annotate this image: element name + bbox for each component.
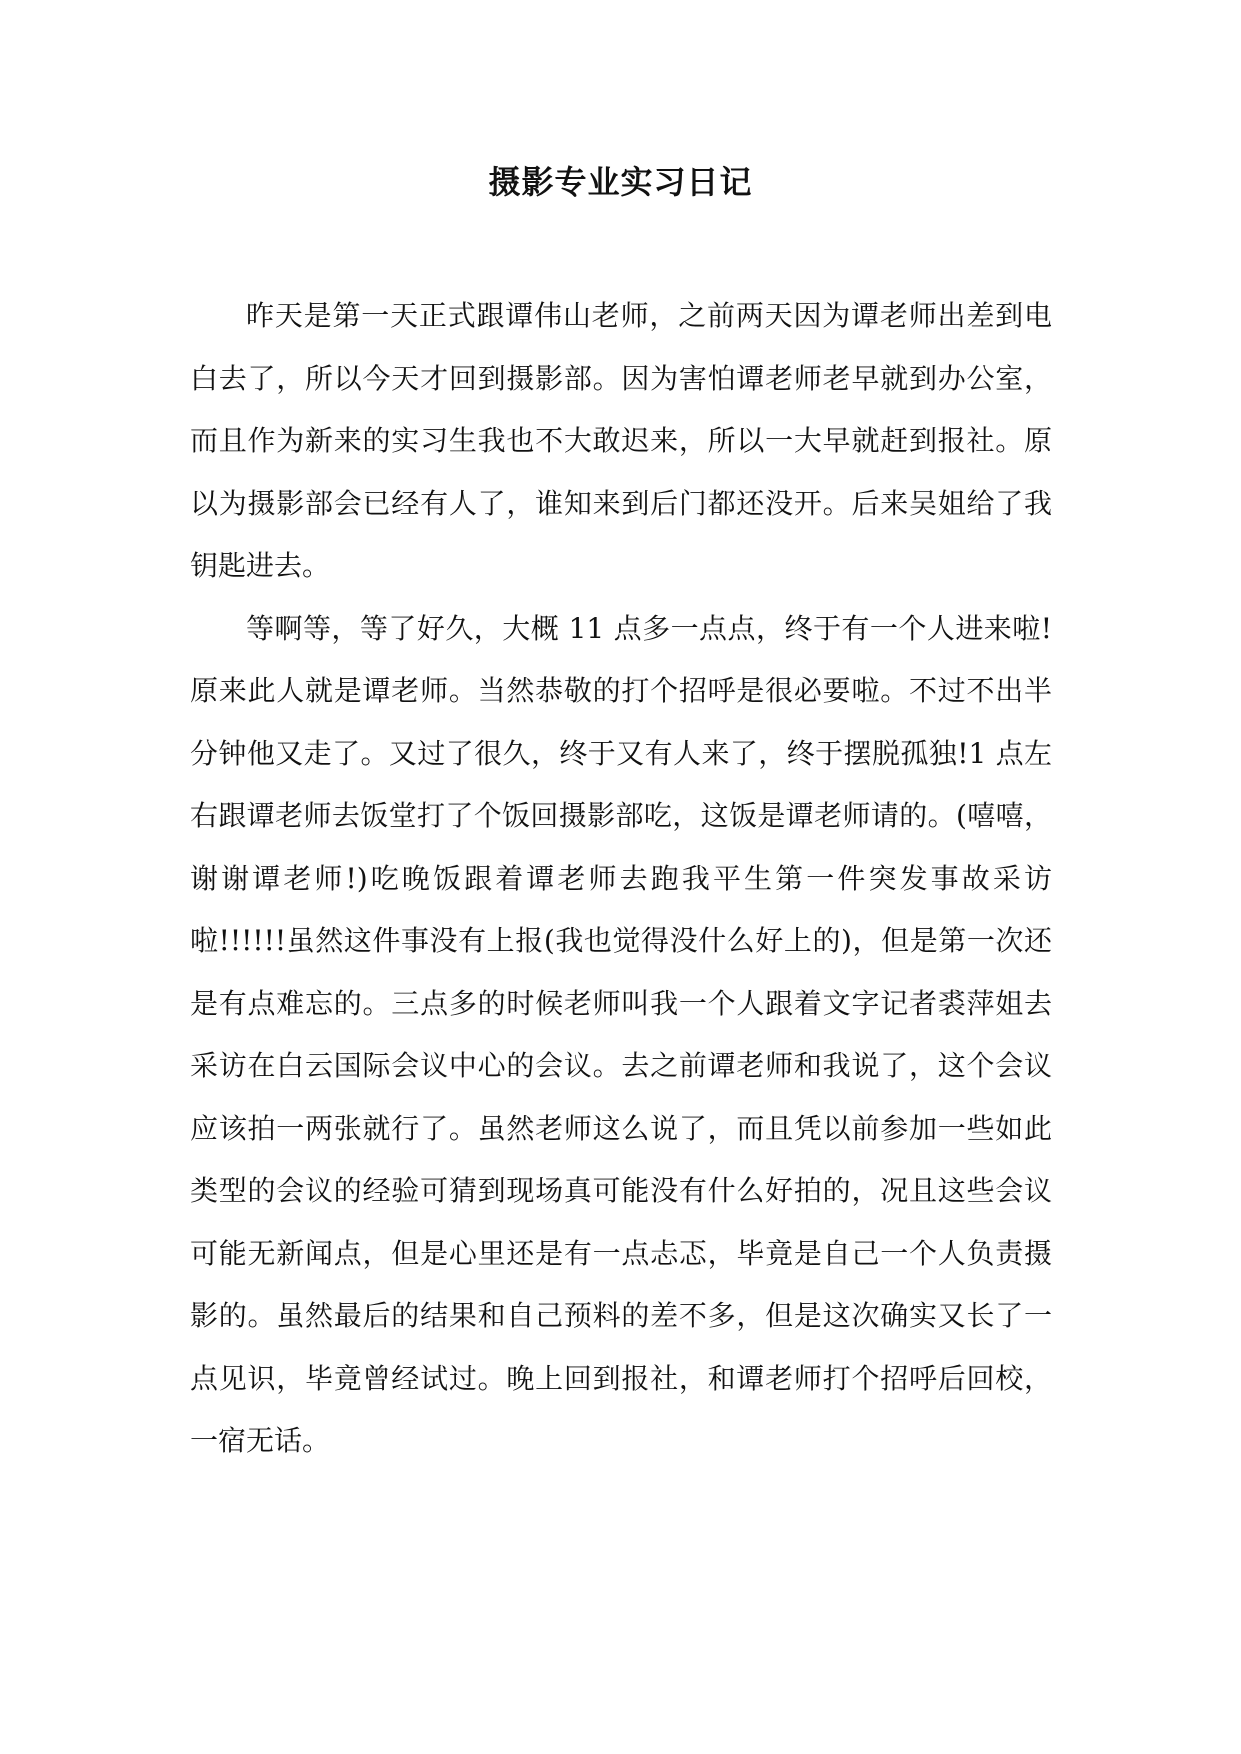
paragraph-2: 等啊等，等了好久，大概 11 点多一点点，终于有一个人进来啦!原来此人就是谭老师。当然恭敬的打个招呼是很必要啦。不过不出半分钟他又走了。又过了很久，终于又有人来了，终于摆脱孤独!1 点左右跟谭老师去饭堂打了个饭回摄影部吃，这饭是谭老师请的。(嘻嘻，谢谢谭老师!)吃晚饭跟着谭老师去跑我平生第一件突发事故采访啦!!!!!!虽然这件事没有上报(我也觉得没什么好上的)，但是第一次还是有点难忘的。三点多的时候老师叫我一个人跟着文字记者裘萍姐去采访在白云国际会议中心的会议。去之前谭老师和我说了，这个会议应该拍一两张就行了。虽然老师这么说了，而且凭以前参加一些如此类型的会议的经验可猜到现场真可能没有什么好拍的，况且这些会议可能无新闻点，但是心里还是有一点忐忑，毕竟是自己一个人负责摄影的。虽然最后的结果和自己预料的差不多，但是这次确实又长了一点见识，毕竟曾经试过。晚上回到报社，和谭老师打个招呼后回校，一宿无话。 <box>190 611 1052 1457</box>
paragraph-1: 昨天是第一天正式跟谭伟山老师，之前两天因为谭老师出差到电白去了，所以今天才回到摄影部。因为害怕谭老师老早就到办公室，而且作为新来的实习生我也不大敢迟来，所以一大早就赶到报社。原以为摄影部会已经有人了，谁知来到后门都还没开。后来吴姐给了我钥匙进去。 <box>190 299 1052 582</box>
document-body <box>190 285 1052 1473</box>
document-title: 摄影专业实习日记 <box>488 163 753 201</box>
